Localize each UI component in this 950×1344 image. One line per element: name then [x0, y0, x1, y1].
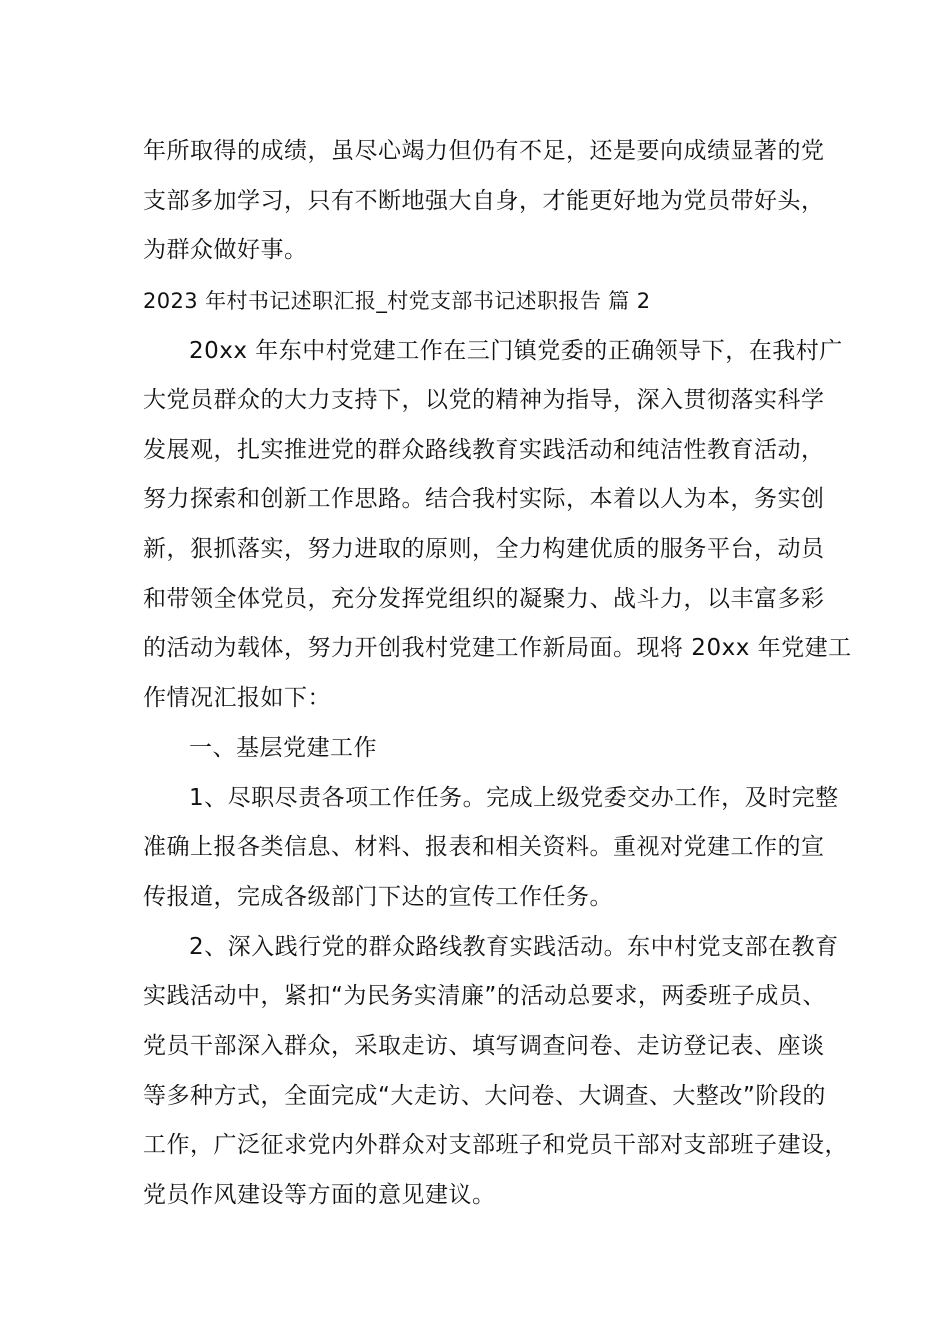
paragraph-line: 新，狠抓落实，努力进取的原则，全力构建优质的服务平台，动员 [143, 536, 825, 562]
paragraph-line: 1、尽职尽责各项工作任务。完成上级党委交办工作，及时完整 [189, 785, 839, 811]
paragraph-line: 的活动为载体，努力开创我村党建工作新局面。现将 20xx 年党建工 [143, 635, 852, 661]
paragraph-line: 准确上报各类信息、材料、报表和相关资料。重视对党建工作的宣 [143, 834, 825, 860]
paragraph-line: 作情况汇报如下： [143, 685, 331, 711]
paragraph-line: 努力探索和创新工作思路。结合我村实际，本着以人为本，务实创 [143, 486, 825, 512]
paragraph-line: 为群众做好事。 [143, 237, 308, 263]
subsection-heading: 一、基层党建工作 [189, 735, 377, 761]
paragraph-line: 和带领全体党员，充分发挥党组织的凝聚力、战斗力，以丰富多彩 [143, 586, 825, 612]
paragraph-line: 工作，广泛征求党内外群众对支部班子和党员干部对支部班子建设， [143, 1132, 848, 1158]
paragraph-line: 支部多加学习，只有不断地强大自身，才能更好地为党员带好头， [143, 188, 825, 214]
paragraph-line: 发展观，扎实推进党的群众路线教育实践活动和纯洁性教育活动， [143, 437, 825, 463]
section-heading: 2023 年村书记述职汇报_村党支部书记述职报告 篇 2 [143, 289, 651, 313]
paragraph-line: 20xx 年东中村党建工作在三门镇党委的正确领导下，在我村广 [189, 338, 843, 364]
paragraph-line: 传报道，完成各级部门下达的宣传工作任务。 [143, 884, 613, 910]
paragraph-line: 党员干部深入群众，采取走访、填写调查问卷、走访登记表、座谈 [143, 1033, 825, 1059]
paragraph-line: 大党员群众的大力支持下，以党的精神为指导，深入贯彻落实科学 [143, 387, 825, 413]
paragraph-line: 实践活动中，紧扣“为民务实清廉”的活动总要求，两委班子成员、 [143, 983, 826, 1009]
paragraph-line: 等多种方式，全面完成“大走访、大问卷、大调查、大整改”阶段的 [143, 1083, 826, 1109]
paragraph-line: 2、深入践行党的群众路线教育实践活动。东中村党支部在教育 [189, 934, 839, 960]
paragraph-line: 年所取得的成绩，虽尽心竭力但仍有不足，还是要向成绩显著的党 [143, 138, 825, 164]
paragraph-line: 党员作风建设等方面的意见建议。 [143, 1182, 496, 1208]
